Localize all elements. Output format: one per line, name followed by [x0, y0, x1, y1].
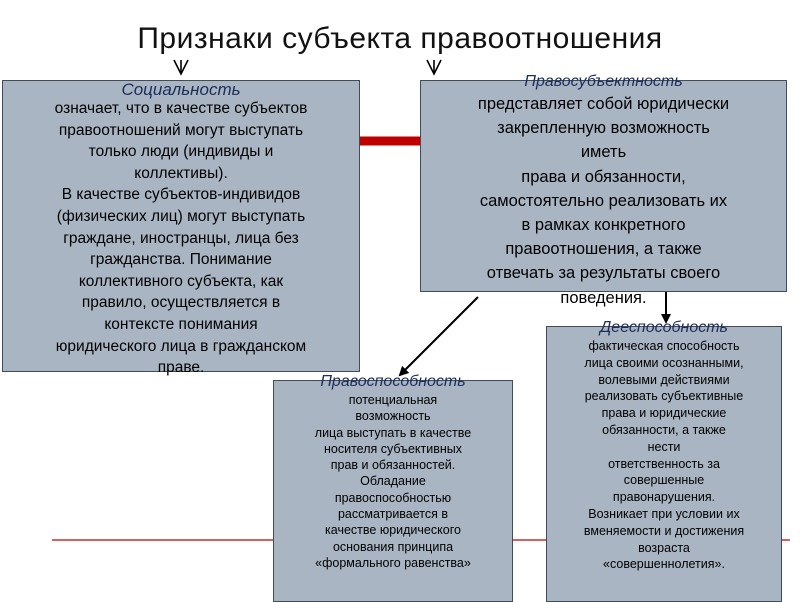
- legal-capacity-box: [273, 373, 513, 602]
- legal-capacity-text: потенциальная возможность лица выступать в качестве носителя субъективных прав и обязанностей. Обладание правоспособностью рассматривается в качестве юридического основания принципа «формального равенства»: [314, 393, 472, 570]
- legal-capacity-heading: Правоспособность: [320, 373, 466, 390]
- legal-personality-text: представляет собой юридически закрепленную возможность иметь права и обязанности, самостоятельно реализовать их в рамках конкретного правоотношения, а также отвечать за результаты своего поведения.: [477, 95, 730, 307]
- dispositive-capacity-heading: Дееспособность: [600, 319, 728, 336]
- social-box: [2, 80, 360, 377]
- legal-personality-box: [420, 73, 787, 307]
- legal-personality-heading: Правосубъектность: [524, 73, 683, 90]
- dispositive-capacity-box: [546, 319, 782, 602]
- dispositive-capacity-text: фактическая способность лица своими осознанными, волевыми действиями реализовать субъективные права и юридические обязанности, а также нести ответственность за совершенные правонарушения. Возникает при условии их вменяемости и достижения возраста «совершеннолетия».: [583, 339, 745, 572]
- social-heading: Социальность: [121, 80, 241, 99]
- social-text: означает, что в качестве субъектов правоотношений могут выступать только люди (индивиды и коллективы). В качестве субъектов-индивидов (физических лиц) могут выступать граждане, иностранцы, лица без гражданства. Понимание коллективного субъекта, как правило, осуществляется в контексте понимания юридического лица в гражданском праве.: [54, 100, 308, 377]
- page-title: Признаки субъекта правоотношения: [137, 22, 663, 55]
